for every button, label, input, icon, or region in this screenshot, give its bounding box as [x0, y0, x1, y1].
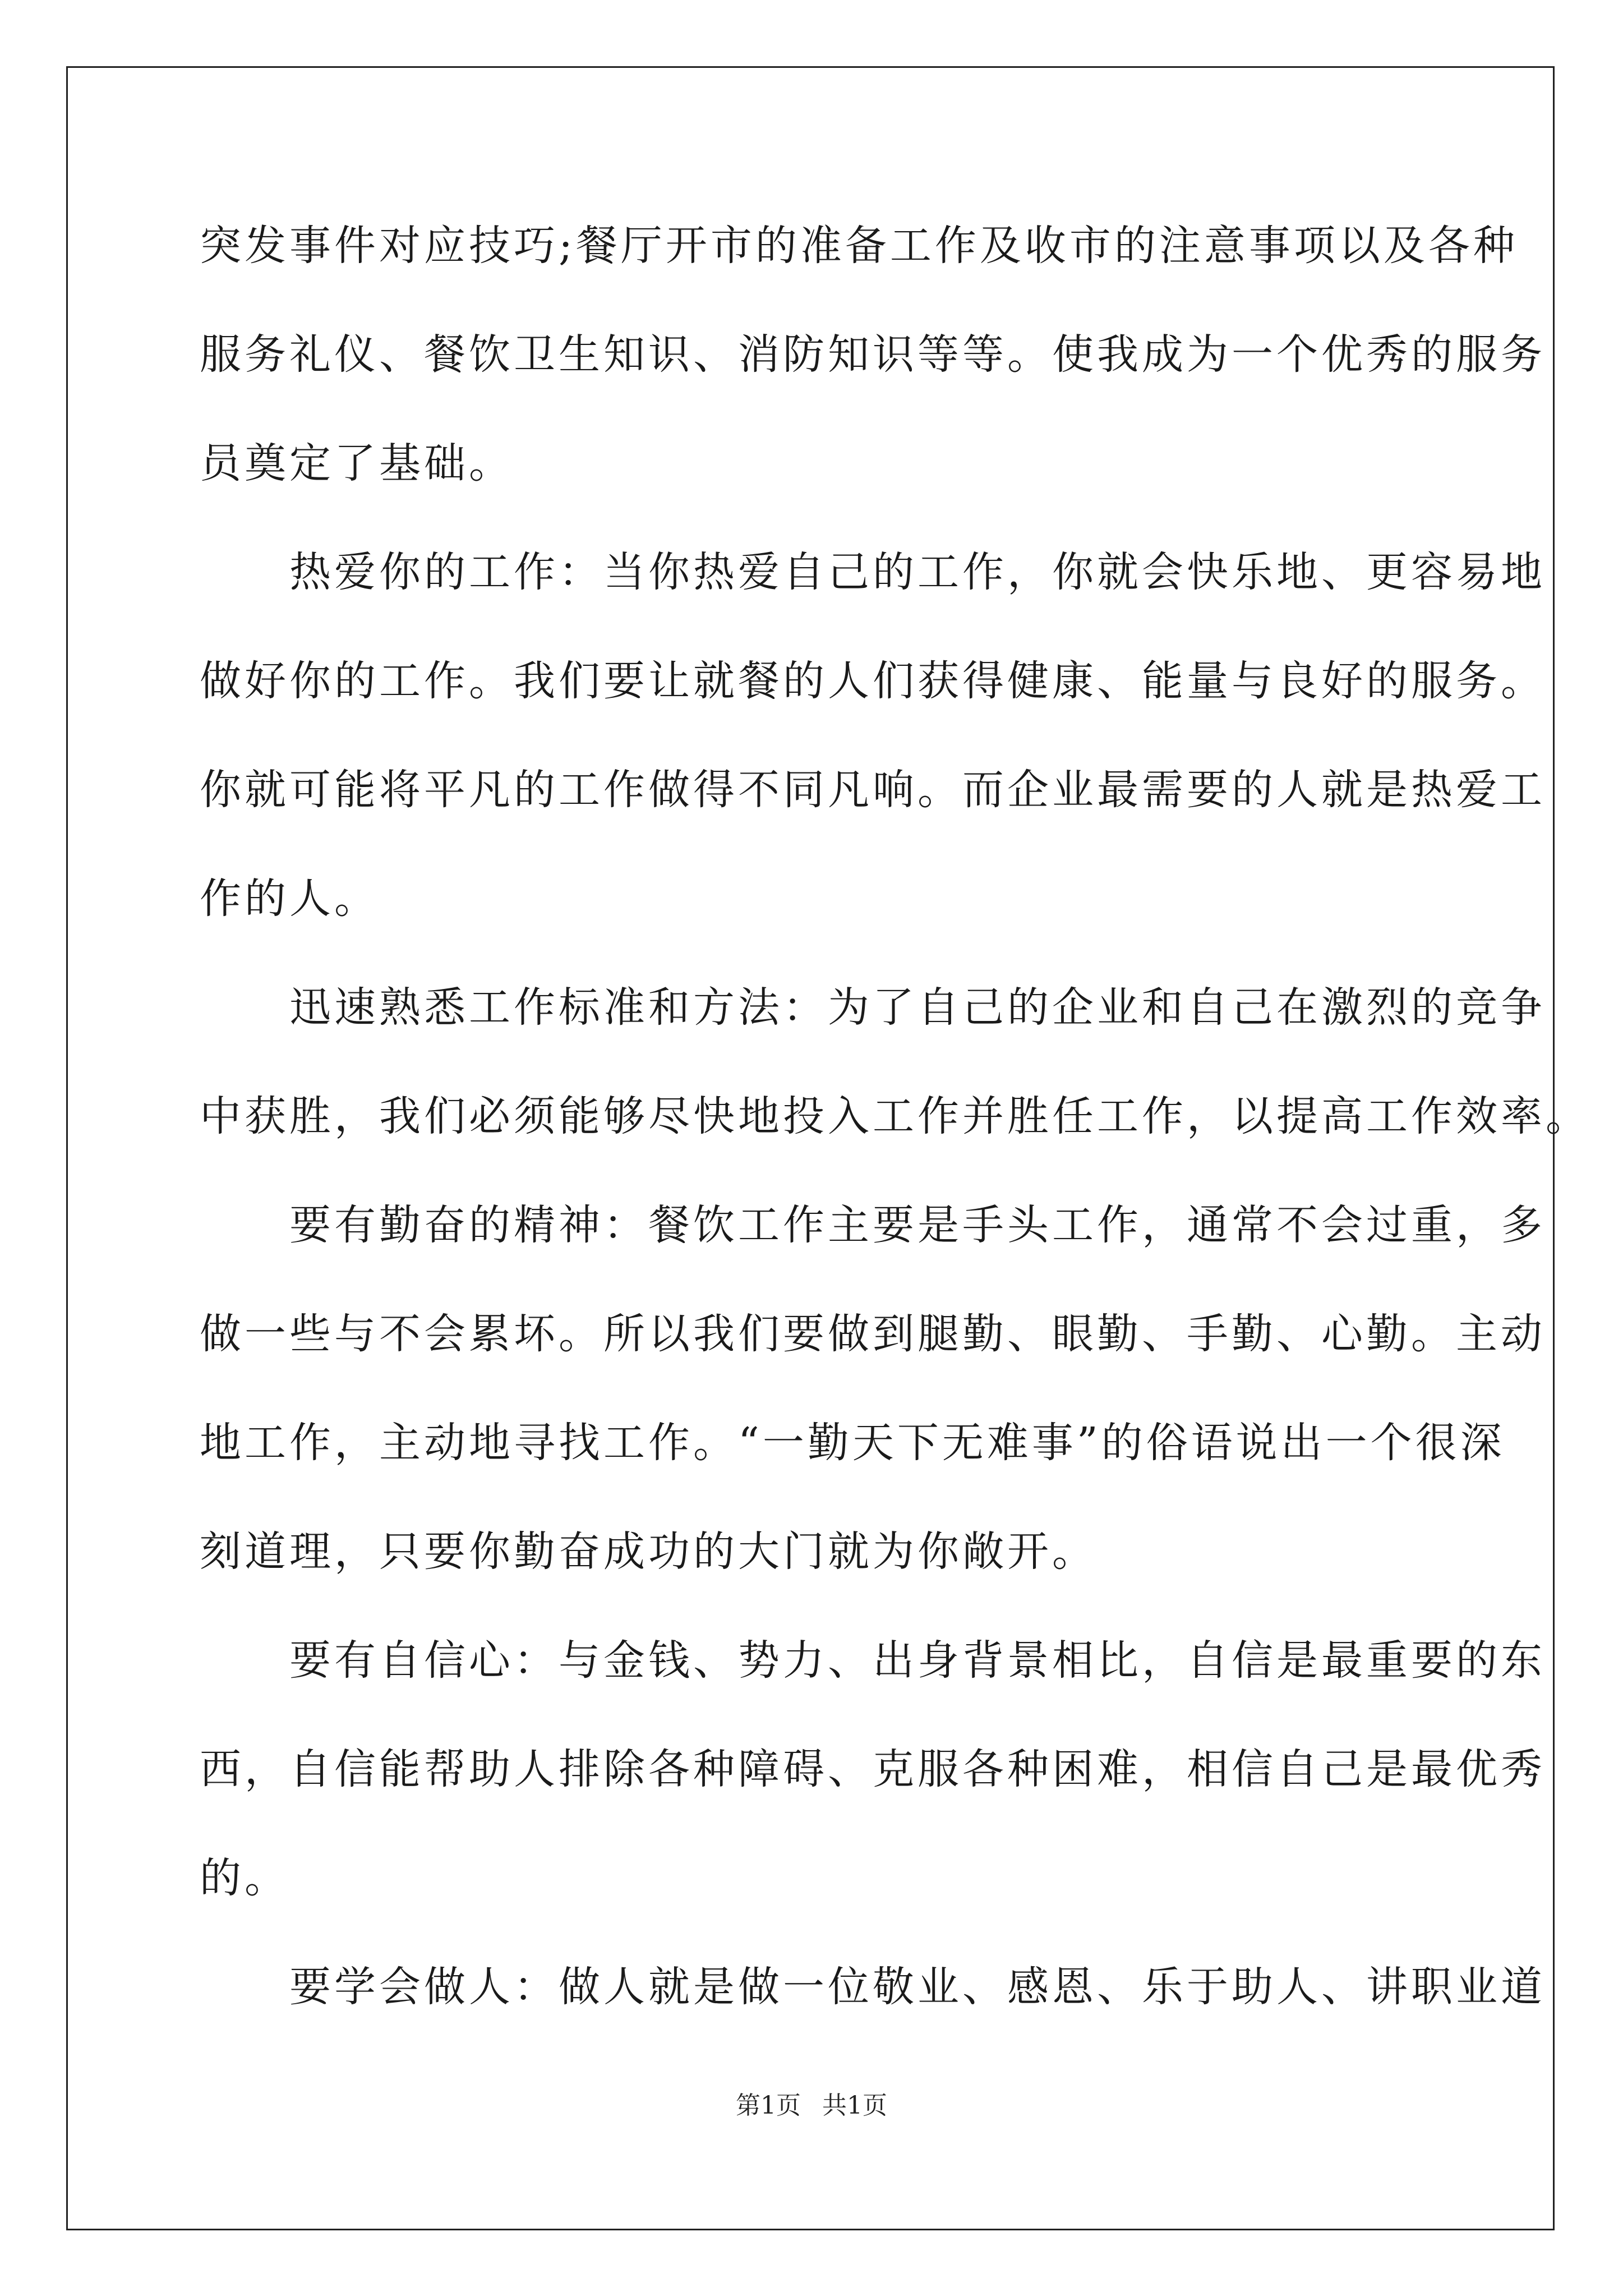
text-line: 迅速熟悉工作标准和方法：为了自己的企业和自己在激烈的竞争 — [200, 983, 1546, 1032]
text-line: 要学会做人：做人就是做一位敬业、感恩、乐于助人、讲职业道 — [200, 1963, 1546, 2011]
text-line: 地工作，主动地寻找工作。“一勤天下无难事”的俗语说出一个很深 — [200, 1419, 1505, 1467]
page-total: 共1页 — [822, 2091, 887, 2120]
text-line: 刻道理，只要你勤奋成功的大门就为你敞开。 — [200, 1527, 1097, 1576]
text-line: 做好你的工作。我们要让就餐的人们获得健康、能量与良好的服务。 — [200, 657, 1546, 705]
text-line: 要有自信心：与金钱、势力、出身背景相比，自信是最重要的东 — [200, 1636, 1546, 1685]
text-line: 做一些与不会累坏。所以我们要做到腿勤、眼勤、手勤、心勤。主动 — [200, 1310, 1546, 1358]
text-line: 热爱你的工作：当你热爱自己的工作，你就会快乐地、更容易地 — [200, 548, 1546, 596]
text-line: 的。 — [200, 1854, 289, 1902]
text-line: 员奠定了基础。 — [200, 439, 514, 487]
text-line: 服务礼仪、餐饮卫生知识、消防知识等等。使我成为一个优秀的服务 — [200, 330, 1546, 379]
text-line: 西，自信能帮助人排除各种障碍、克服各种困难，相信自己是最优秀 — [200, 1745, 1546, 1793]
page-number: 第1页 — [736, 2091, 801, 2120]
text-line: 突发事件对应技巧;餐厅开市的准备工作及收市的注意事项以及各种 — [200, 222, 1518, 270]
document-body — [200, 219, 1590, 2014]
text-line: 要有勤奋的精神：餐饮工作主要是手头工作，通常不会过重，多 — [200, 1201, 1546, 1249]
text-line: 你就可能将平凡的工作做得不同凡响。而企业最需要的人就是热爱工 — [200, 766, 1546, 814]
page-footer — [0, 2090, 1623, 2122]
text-line: 中获胜，我们必须能够尽快地投入工作并胜任工作，以提高工作效率。 — [200, 1092, 1590, 1140]
text-line: 作的人。 — [200, 875, 379, 923]
